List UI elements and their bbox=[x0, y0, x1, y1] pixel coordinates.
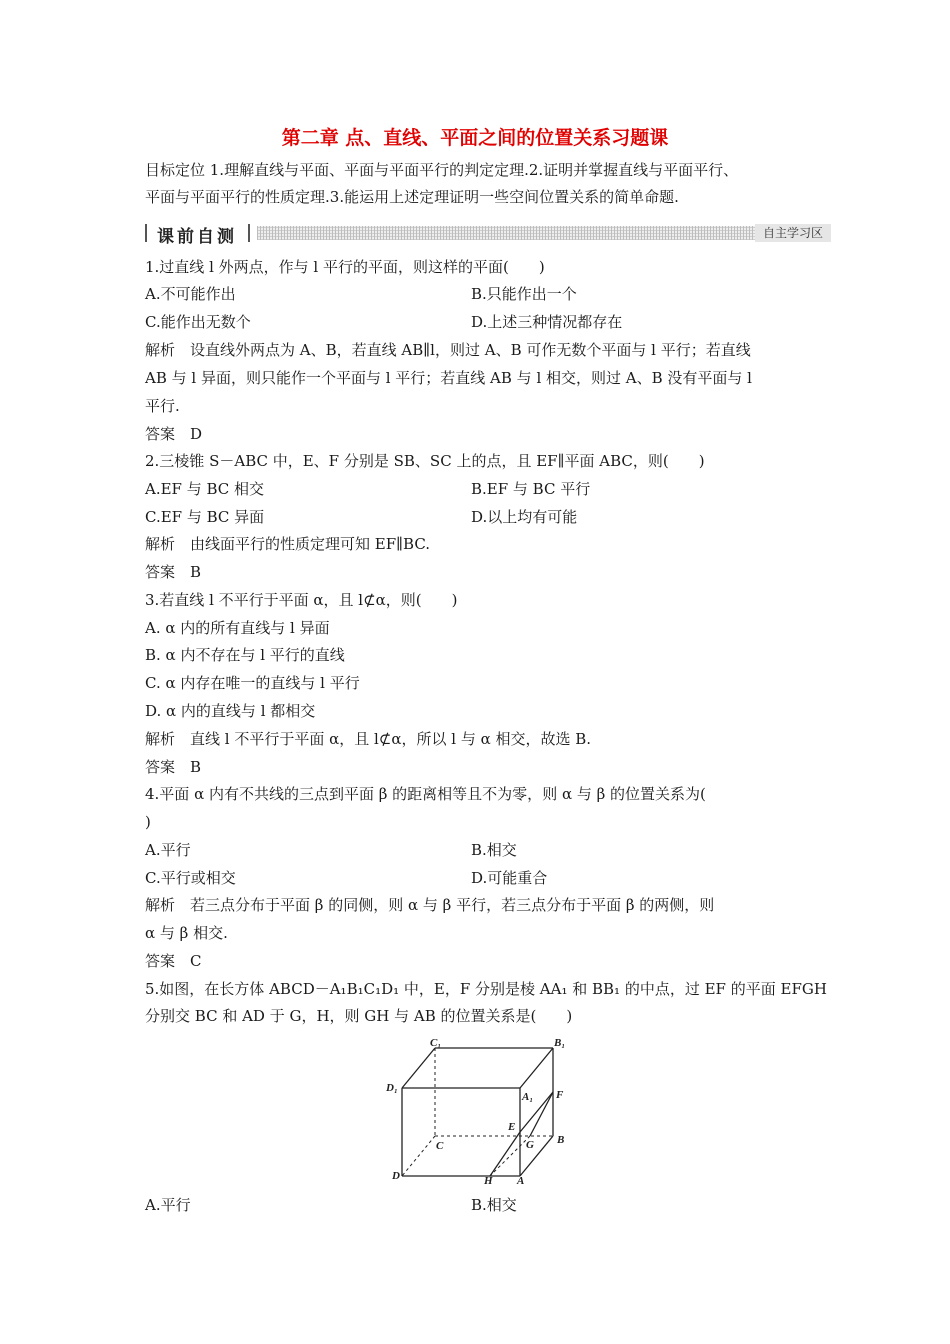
q1-explanation-2: AB 与 l 异面，则只能作一个平面与 l 平行；若直线 AB 与 l 相交，则过 A、B 没有平面与 l bbox=[145, 369, 752, 387]
q2-explanation-1: 解析 由线面平行的性质定理可知 EF∥BC. bbox=[145, 535, 431, 553]
goal-line-1: 目标定位 1.理解直线与平面、平面与平面平行的判定定理.2.证明并掌握直线与平面平行、 bbox=[145, 161, 739, 179]
banner-bar-right bbox=[248, 224, 250, 242]
label-e: E bbox=[508, 1121, 516, 1133]
q4-stem-2: ) bbox=[145, 813, 151, 831]
q3-stem: 3.若直线 l 不平行于平面 α，且 l⊄α，则( ) bbox=[145, 591, 458, 609]
q4-option-a: A.平行 bbox=[145, 841, 191, 859]
section-title: 课前自测 bbox=[157, 227, 237, 247]
q2-option-d: D.以上均有可能 bbox=[471, 508, 578, 526]
edge-gh bbox=[490, 1136, 530, 1176]
q4-explanation-1: 解析 若三点分布于平面 β 的同侧，则 α 与 β 平行，若三点分布于平面 β 的两侧，则 bbox=[145, 896, 715, 914]
label-a1: A₁ bbox=[522, 1091, 534, 1103]
q1-option-d: D.上述三种情况都存在 bbox=[471, 313, 623, 331]
q2-option-b: B.EF 与 BC 平行 bbox=[471, 480, 591, 498]
label-b1: B₁ bbox=[554, 1037, 566, 1049]
q3-option-d: D. α 内的直线与 l 都相交 bbox=[145, 702, 316, 720]
label-c1: C₁ bbox=[430, 1037, 442, 1049]
q3-option-c: C. α 内存在唯一的直线与 l 平行 bbox=[145, 674, 360, 692]
q1-explanation-1: 解析 设直线外两点为 A、B，若直线 AB∥l，则过 A、B 可作无数个平面与 l 平行；若直线 bbox=[145, 341, 751, 359]
edge-b1a1 bbox=[520, 1048, 553, 1088]
q5-stem-2: 分别交 BC 和 AD 于 G，H，则 GH 与 AB 的位置关系是( ) bbox=[145, 1007, 573, 1025]
q1-stem: 1.过直线 l 外两点，作与 l 平行的平面，则这样的平面( ) bbox=[145, 258, 545, 276]
q1-option-c: C.能作出无数个 bbox=[145, 313, 251, 331]
edge-cd bbox=[402, 1136, 435, 1176]
q2-option-c: C.EF 与 BC 异面 bbox=[145, 508, 265, 526]
q3-explanation-1: 解析 直线 l 不平行于平面 α，且 l⊄α，所以 l 与 α 相交，故选 B. bbox=[145, 730, 592, 748]
q5-option-a: A.平行 bbox=[145, 1196, 191, 1214]
q4-stem-1: 4.平面 α 内有不共线的三点到平面 β 的距离相等且不为零，则 α 与 β 的位置关系为( bbox=[145, 785, 706, 803]
q1-option-a: A.不可能作出 bbox=[145, 285, 236, 303]
goal-line-2: 平面与平面平行的性质定理.3.能运用上述定理证明一些空间位置关系的简单命题. bbox=[145, 188, 679, 206]
q4-option-c: C.平行或相交 bbox=[145, 869, 236, 887]
section-tag: 自主学习区 bbox=[755, 224, 831, 242]
q2-stem: 2.三棱锥 S－ABC 中，E、F 分别是 SB、SC 上的点，且 EF∥平面 ABC，则( ) bbox=[145, 452, 705, 470]
label-a: A bbox=[517, 1175, 525, 1186]
edge-eh bbox=[490, 1132, 520, 1176]
q4-answer: 答案 C bbox=[145, 952, 202, 970]
q1-explanation-3: 平行. bbox=[145, 397, 180, 415]
q1-option-b: B.只能作出一个 bbox=[471, 285, 577, 303]
q2-option-a: A.EF 与 BC 相交 bbox=[145, 480, 265, 498]
cuboid-figure bbox=[380, 1036, 580, 1186]
q5-stem-1: 5.如图，在长方体 ABCD－A₁B₁C₁D₁ 中，E，F 分别是棱 AA₁ 和 BB₁ 的中点，过 EF 的平面 EFGH bbox=[145, 980, 827, 998]
label-f: F bbox=[556, 1089, 564, 1101]
q4-option-d: D.可能重合 bbox=[471, 869, 548, 887]
page-title: 第二章 点、直线、平面之间的位置关系习题课 bbox=[281, 127, 669, 149]
label-h: H bbox=[484, 1175, 493, 1186]
section-banner bbox=[145, 222, 831, 247]
q3-option-a: A. α 内的所有直线与 l 异面 bbox=[145, 619, 330, 637]
label-d: D bbox=[392, 1170, 400, 1182]
q1-answer: 答案 D bbox=[145, 425, 203, 443]
q3-answer: 答案 B bbox=[145, 758, 202, 776]
q3-option-b: B. α 内不存在与 l 平行的直线 bbox=[145, 646, 345, 664]
label-c: C bbox=[436, 1140, 444, 1152]
edge-fg bbox=[530, 1092, 553, 1136]
q2-answer: 答案 B bbox=[145, 563, 202, 581]
banner-bar-left bbox=[145, 224, 151, 242]
q4-explanation-2: α 与 β 相交. bbox=[145, 924, 228, 942]
edge-ab bbox=[520, 1136, 553, 1176]
edge-c1d1 bbox=[402, 1048, 435, 1088]
banner-pattern bbox=[257, 226, 831, 240]
q5-option-b: B.相交 bbox=[471, 1196, 517, 1214]
label-d1: D₁ bbox=[386, 1082, 398, 1094]
q4-option-b: B.相交 bbox=[471, 841, 517, 859]
label-g: G bbox=[526, 1139, 534, 1151]
label-b: B bbox=[557, 1134, 565, 1146]
